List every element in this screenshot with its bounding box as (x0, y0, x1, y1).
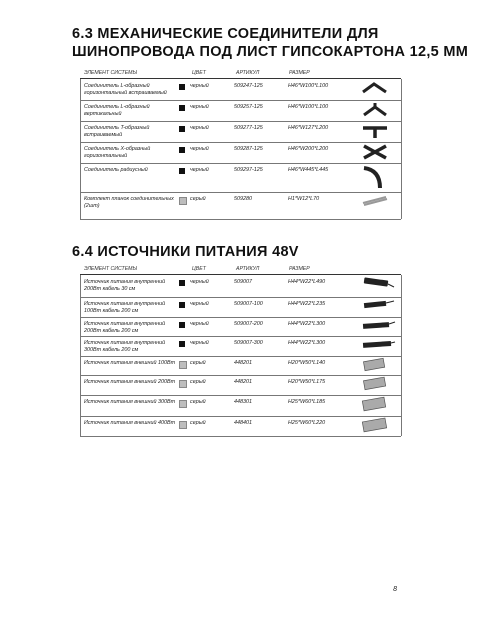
row-divider (80, 375, 401, 376)
page-number: 8 (393, 586, 397, 593)
section-title-line1: 6.3 МЕХАНИЧЕСКИЕ СОЕДИНИТЕЛИ ДЛЯ (72, 26, 379, 42)
header-size: РАЗМЕР (289, 70, 310, 76)
header-color: ЦВЕТ (192, 70, 206, 76)
cell-article: 448401 (234, 420, 252, 426)
cell-element-name: Комплект планок соединительных (2шт) (84, 196, 174, 209)
cell-element-name: Источник питания внутренний 200Вт кабель 30 см (84, 279, 166, 292)
cell-size: H44*W22*L300 (288, 321, 326, 327)
cell-element-name: Источник питания внешний 400Вт (84, 420, 176, 426)
header2-color: ЦВЕТ (192, 266, 206, 272)
cell-size: H20*W50*L175 (288, 379, 326, 385)
product-image (360, 193, 390, 212)
row-divider (80, 142, 401, 143)
table-border (80, 275, 81, 436)
row-divider (80, 336, 401, 337)
row-divider (80, 192, 401, 193)
color-swatch (179, 126, 185, 132)
cell-element-name: Источник питания внешний 100Вт (84, 360, 176, 366)
cell-color: серый (190, 360, 206, 366)
color-swatch (179, 322, 185, 328)
cell-element-name: Источник питания внутренний 200Вт кабель 200 см (84, 321, 166, 334)
cell-article: 509007-100 (234, 301, 263, 307)
cell-article: 509257-125 (234, 104, 263, 110)
color-swatch (179, 280, 185, 286)
section-title-line2: ШИНОПРОВОДА ПОД ЛИСТ ГИПСОКАРТОНА 12,5 ММ (72, 44, 469, 60)
cell-color: черный (190, 146, 209, 152)
cell-element-name: Источник питания внешний 300Вт (84, 399, 176, 405)
product-image (360, 337, 396, 355)
cell-color: черный (190, 104, 209, 110)
cell-element-name: Соединитель L-образный вертикальный (84, 104, 150, 117)
row-divider (80, 297, 401, 298)
color-swatch (179, 380, 187, 388)
cell-color: черный (190, 279, 209, 285)
row-divider (80, 436, 401, 437)
cell-size: H25*W60*L185 (288, 399, 326, 405)
color-swatch (179, 105, 185, 111)
cell-size: H44*W22*L300 (288, 340, 326, 346)
cell-color: серый (190, 399, 206, 405)
table2-top-rule (80, 274, 401, 275)
cell-element-name: Соединитель радиусный (84, 167, 148, 173)
cell-article: 509277-125 (234, 125, 263, 131)
product-image (360, 396, 390, 417)
color-swatch (179, 84, 185, 90)
cell-article: 448201 (234, 379, 252, 385)
product-image (360, 298, 396, 316)
color-swatch (179, 361, 187, 369)
product-image (360, 80, 390, 101)
cell-size: H44*W22*L235 (288, 301, 326, 307)
cell-article: 509297-125 (234, 167, 263, 173)
cell-element-name: Соединитель X-образный горизонтальный (84, 146, 151, 159)
color-swatch (179, 341, 185, 347)
cell-color: серый (190, 196, 206, 202)
row-divider (80, 356, 401, 357)
cell-size: H25*W60*L220 (288, 420, 326, 426)
table-border (401, 275, 402, 436)
cell-element-name: Соединитель L-образный горизонтальный встраиваемый (84, 83, 167, 96)
table1-top-rule (80, 78, 401, 79)
cell-size: H46*W127*L200 (288, 125, 329, 131)
cell-size: H46*W100*L100 (288, 83, 329, 89)
cell-article: 509007-300 (234, 340, 263, 346)
color-swatch (179, 421, 187, 429)
cell-color: черный (190, 167, 209, 173)
color-swatch (179, 302, 185, 308)
cell-element-name: Соединитель T-образный встраиваемый (84, 125, 150, 138)
cell-color: черный (190, 301, 209, 307)
cell-color: черный (190, 125, 209, 131)
row-divider (80, 219, 401, 220)
header2-size: РАЗМЕР (289, 266, 310, 272)
cell-article: 509287-125 (234, 146, 263, 152)
color-swatch (179, 197, 187, 205)
table-border (401, 79, 402, 219)
section2-title: 6.4 ИСТОЧНИКИ ПИТАНИЯ 48V (72, 244, 299, 260)
cell-article: 448201 (234, 360, 252, 366)
row-divider (80, 317, 401, 318)
cell-size: H1*W12*L70 (288, 196, 320, 202)
header-article: АРТИКУЛ (236, 70, 260, 76)
cell-article: 509007-200 (234, 321, 263, 327)
row-divider (80, 395, 401, 396)
product-image (360, 376, 390, 397)
header2-article: АРТИКУЛ (236, 266, 260, 272)
cell-color: серый (190, 420, 206, 426)
cell-size: H46*W445*L445 (288, 167, 329, 173)
cell-size: H44*W22*L490 (288, 279, 326, 285)
cell-color: черный (190, 321, 209, 327)
cell-element-name: Источник питания внешний 200Вт (84, 379, 176, 385)
product-image (360, 276, 396, 295)
cell-article: 509280 (234, 196, 252, 202)
color-swatch (179, 168, 185, 174)
cell-article: 509007 (234, 279, 252, 285)
cell-article: 448301 (234, 399, 252, 405)
cell-size: H46*W100*L100 (288, 104, 329, 110)
color-swatch (179, 400, 187, 408)
header2-element: ЭЛЕМЕНТ СИСТЕМЫ (84, 266, 138, 272)
cell-element-name: Источник питания внутренний 100Вт кабель 200 см (84, 301, 166, 314)
cell-color: серый (190, 379, 206, 385)
cell-color: черный (190, 83, 209, 89)
row-divider (80, 100, 401, 101)
cell-size: H20*W50*L140 (288, 360, 326, 366)
header-element: ЭЛЕМЕНТ СИСТЕМЫ (84, 70, 138, 76)
table-border (80, 79, 81, 219)
cell-color: черный (190, 340, 209, 346)
cell-size: H46*W200*L200 (288, 146, 329, 152)
color-swatch (179, 147, 185, 153)
cell-element-name: Источник питания внутренний 300Вт кабель 200 см (84, 340, 166, 353)
row-divider (80, 416, 401, 417)
product-image (360, 417, 390, 438)
cell-article: 509247-125 (234, 83, 263, 89)
row-divider (80, 163, 401, 164)
row-divider (80, 121, 401, 122)
product-image (360, 318, 396, 336)
